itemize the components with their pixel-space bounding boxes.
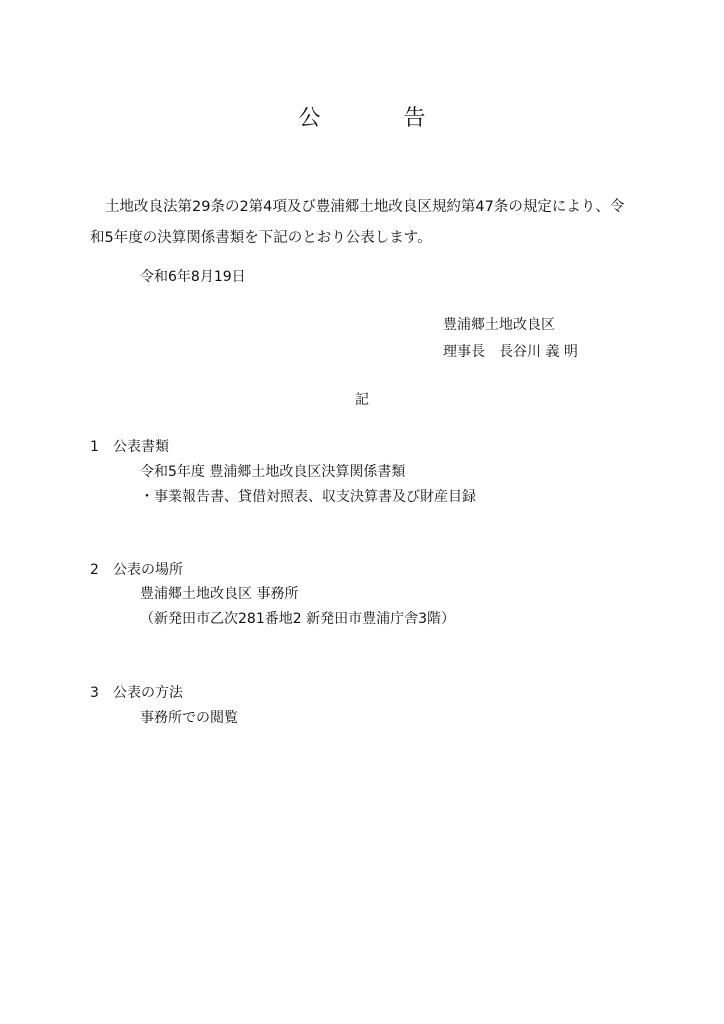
- section-3-number: 3: [90, 685, 99, 701]
- notice-body: 土地改良法第29条の2第4項及び豊浦郷土地改良区規約第47条の規定により、令和5年度の決算関係書類を下記のとおり公表します。: [90, 199, 625, 246]
- section-2-line-1: 豊浦郷土地改良区 事務所: [140, 586, 299, 602]
- section-3-line-1: 事務所での閲覧: [140, 710, 238, 726]
- section-2-line-2: （新発田市乙次281番地2 新発田市豊浦庁舎3階）: [140, 611, 455, 627]
- section-1-line-1: 令和5年度 豊浦郷土地改良区決算関係書類: [140, 464, 406, 480]
- section-1-line-2: ・事業報告書、貸借対照表、収支決算書及び財産目録: [140, 489, 476, 505]
- record-mark: 記: [355, 392, 369, 408]
- section-1-title: 公表書類: [113, 439, 169, 455]
- notice-title: 公 告: [298, 106, 464, 131]
- section-2-title: 公表の場所: [113, 562, 183, 578]
- section-2-number: 2: [90, 562, 99, 578]
- representative-name: 理事長 長谷川 義 明: [443, 344, 578, 360]
- organization-name: 豊浦郷土地改良区: [443, 317, 555, 333]
- section-1-number: 1: [90, 439, 99, 455]
- notice-date: 令和6年8月19日: [140, 269, 246, 285]
- section-3-title: 公表の方法: [113, 685, 183, 701]
